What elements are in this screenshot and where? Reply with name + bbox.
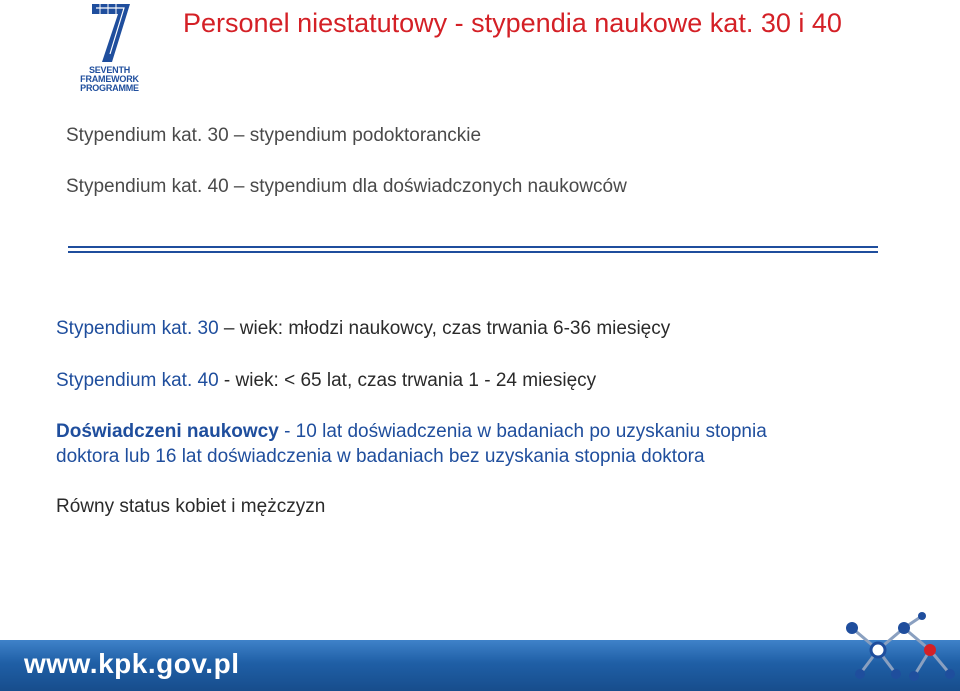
- text-line-cat30: Stypendium kat. 30 – stypendium podoktoranckie: [66, 125, 482, 146]
- cat40-label: Stypendium kat. 40: [56, 370, 219, 391]
- footer-url[interactable]: www.kpk.gov.pl: [24, 648, 240, 679]
- equal-status-line: Równy status kobiet i mężczyzn: [56, 496, 326, 517]
- text-line-cat30-details: [56, 318, 670, 340]
- experienced-researchers-line2: doktora lub 16 lat doświadczenia w badaniach bez uzyskania stopnia doktora: [56, 446, 705, 467]
- logo-text-line1: SEVENTH FRAMEWORK: [80, 65, 139, 84]
- text-line-cat40-details: [56, 370, 596, 392]
- fp7-logo: [62, 2, 157, 93]
- page-title: Personel niestatutowy - stypendia naukowe kat. 30 i 40: [183, 8, 842, 38]
- experienced-researchers-line1: [56, 421, 767, 443]
- cat30-details: – wiek: młodzi naukowcy, czas trwania 6-36 miesięcy: [218, 318, 671, 339]
- footer-banner: [0, 640, 960, 691]
- logo-text-line2: PROGRAMME: [80, 83, 139, 93]
- experienced-researchers-label: Doświadczeni naukowcy: [56, 421, 279, 442]
- experienced-researchers-text: - 10 lat doświadczenia w badaniach po uzyskaniu stopnia: [278, 421, 767, 442]
- double-rule-divider: [68, 246, 878, 253]
- fp7-logo-text: [62, 66, 157, 93]
- text-line-cat40: Stypendium kat. 40 – stypendium dla doświadczonych naukowców: [66, 176, 627, 197]
- molecule-icon: [830, 608, 960, 691]
- cat40-details: - wiek: < 65 lat, czas trwania 1 - 24 miesięcy: [218, 370, 597, 391]
- fp7-seven-icon: [90, 2, 132, 64]
- cat30-label: Stypendium kat. 30: [56, 318, 219, 339]
